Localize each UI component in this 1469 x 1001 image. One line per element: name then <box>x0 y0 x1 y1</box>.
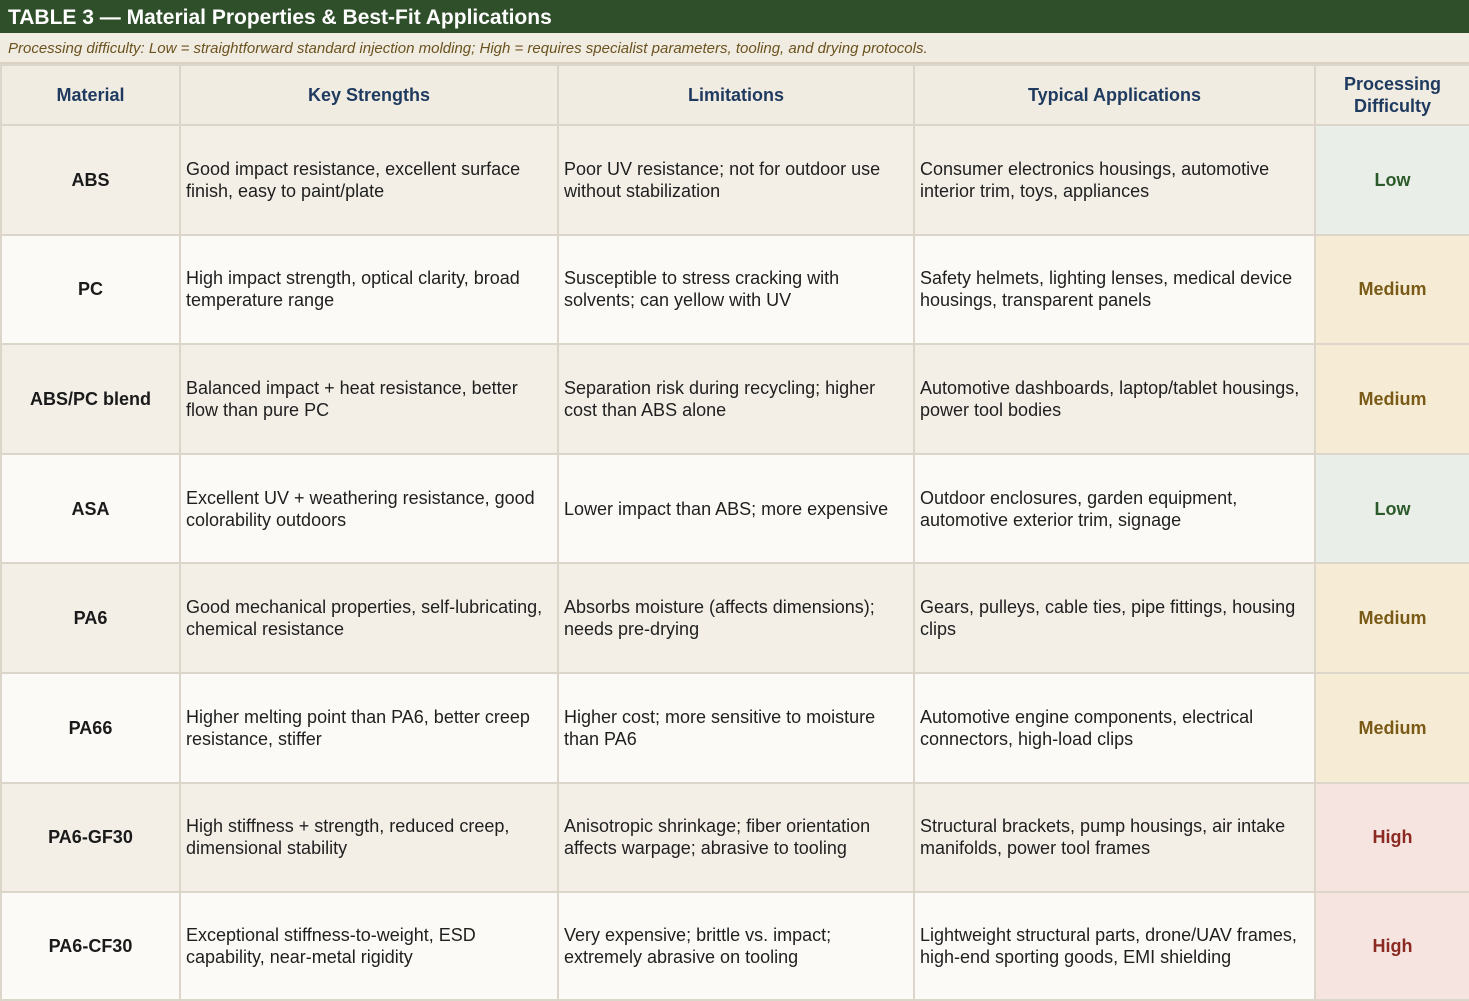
applications-cell: Structural brackets, pump housings, air intake manifolds, power tool frames <box>914 783 1315 893</box>
strengths-cell: Excellent UV + weathering resistance, good colorability outdoors <box>180 454 558 564</box>
strengths-cell: Balanced impact + heat resistance, better flow than pure PC <box>180 344 558 454</box>
difficulty-badge: High <box>1315 892 1469 1000</box>
table-row <box>1 563 1469 673</box>
difficulty-badge: Medium <box>1315 344 1469 454</box>
difficulty-badge: Low <box>1315 454 1469 564</box>
header-processing-difficulty: Processing Difficulty <box>1315 65 1469 125</box>
header-typical-applications: Typical Applications <box>914 65 1315 125</box>
limitations-cell: Lower impact than ABS; more expensive <box>558 454 914 564</box>
limitations-cell: Absorbs moisture (affects dimensions); needs pre-drying <box>558 563 914 673</box>
header-limitations: Limitations <box>558 65 914 125</box>
material-cell: PA6-CF30 <box>1 892 180 1000</box>
table-row <box>1 235 1469 345</box>
strengths-cell: Exceptional stiffness-to-weight, ESD capability, near-metal rigidity <box>180 892 558 1000</box>
difficulty-badge: High <box>1315 783 1469 893</box>
material-cell: ASA <box>1 454 180 564</box>
material-cell: PA6 <box>1 563 180 673</box>
material-cell: ABS <box>1 125 180 235</box>
limitations-cell: Higher cost; more sensitive to moisture than PA6 <box>558 673 914 783</box>
limitations-cell: Susceptible to stress cracking with solvents; can yellow with UV <box>558 235 914 345</box>
applications-cell: Automotive dashboards, laptop/tablet housings, power tool bodies <box>914 344 1315 454</box>
table-row <box>1 344 1469 454</box>
difficulty-badge: Medium <box>1315 235 1469 345</box>
material-cell: ABS/PC blend <box>1 344 180 454</box>
table-note: Processing difficulty: Low = straightforward standard injection molding; High = requires specialist parameters, tooling, and drying protocols. <box>0 33 1469 64</box>
table-row <box>1 892 1469 1000</box>
material-cell: PC <box>1 235 180 345</box>
material-properties-table <box>0 64 1469 1001</box>
table-row <box>1 783 1469 893</box>
applications-cell: Gears, pulleys, cable ties, pipe fittings, housing clips <box>914 563 1315 673</box>
table-row <box>1 673 1469 783</box>
table-row <box>1 125 1469 235</box>
material-cell: PA6-GF30 <box>1 783 180 893</box>
applications-cell: Consumer electronics housings, automotive interior trim, toys, appliances <box>914 125 1315 235</box>
strengths-cell: Good mechanical properties, self-lubricating, chemical resistance <box>180 563 558 673</box>
header-key-strengths: Key Strengths <box>180 65 558 125</box>
table-title: TABLE 3 — Material Properties & Best-Fit Applications <box>0 0 1469 33</box>
applications-cell: Safety helmets, lighting lenses, medical device housings, transparent panels <box>914 235 1315 345</box>
limitations-cell: Poor UV resistance; not for outdoor use without stabilization <box>558 125 914 235</box>
limitations-cell: Separation risk during recycling; higher cost than ABS alone <box>558 344 914 454</box>
limitations-cell: Very expensive; brittle vs. impact; extremely abrasive on tooling <box>558 892 914 1000</box>
applications-cell: Automotive engine components, electrical connectors, high-load clips <box>914 673 1315 783</box>
difficulty-badge: Medium <box>1315 673 1469 783</box>
difficulty-badge: Medium <box>1315 563 1469 673</box>
applications-cell: Outdoor enclosures, garden equipment, automotive exterior trim, signage <box>914 454 1315 564</box>
applications-cell: Lightweight structural parts, drone/UAV frames, high-end sporting goods, EMI shielding <box>914 892 1315 1000</box>
header-row <box>1 65 1469 125</box>
difficulty-badge: Low <box>1315 125 1469 235</box>
strengths-cell: Higher melting point than PA6, better creep resistance, stiffer <box>180 673 558 783</box>
strengths-cell: Good impact resistance, excellent surface finish, easy to paint/plate <box>180 125 558 235</box>
material-cell: PA66 <box>1 673 180 783</box>
limitations-cell: Anisotropic shrinkage; fiber orientation affects warpage; abrasive to tooling <box>558 783 914 893</box>
header-material: Material <box>1 65 180 125</box>
table-row <box>1 454 1469 564</box>
strengths-cell: High impact strength, optical clarity, broad temperature range <box>180 235 558 345</box>
strengths-cell: High stiffness + strength, reduced creep, dimensional stability <box>180 783 558 893</box>
